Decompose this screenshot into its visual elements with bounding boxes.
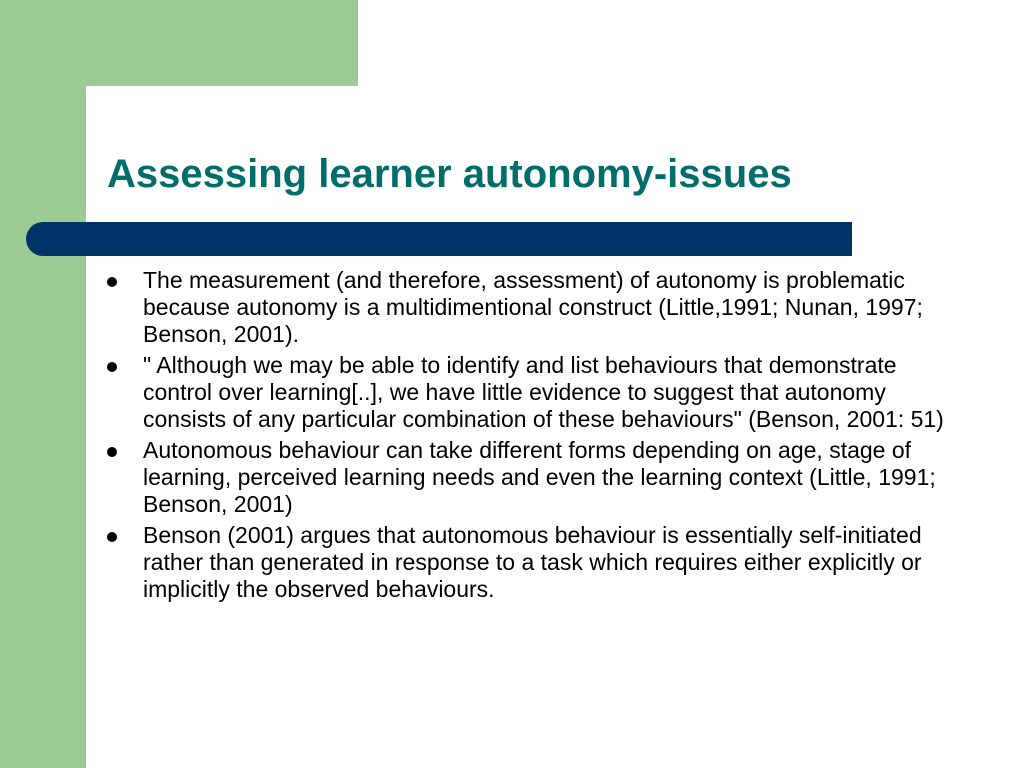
- slide-title: Assessing learner autonomy-issues: [107, 152, 792, 196]
- bullet-item: [104, 522, 954, 603]
- bullet-item: [104, 267, 954, 348]
- bullet-dot-icon: [107, 447, 117, 457]
- bullet-text: The measurement (and therefore, assessment) of autonomy is problematic because autonomy is a multidimentional construct (Little,1991; Nunan, 1997; Benson, 2001).: [143, 267, 923, 347]
- bullet-item: [104, 352, 954, 433]
- title-underline-bar: [26, 222, 852, 256]
- bullet-text: Autonomous behaviour can take different forms depending on age, stage of learning, perceived learning needs and even the learning context (Little, 1991; Benson, 2001): [143, 437, 936, 517]
- green-sidebar-decoration: [0, 0, 86, 768]
- bullet-text: Benson (2001) argues that autonomous behaviour is essentially self-initiated rather than generated in response to a task which requires either explicitly or implicitly the observed behaviours.: [143, 522, 922, 602]
- green-top-decoration: [0, 0, 358, 86]
- bullet-dot-icon: [107, 277, 117, 287]
- bullet-item: [104, 437, 954, 518]
- bullet-dot-icon: [107, 362, 117, 372]
- bullet-dot-icon: [107, 532, 117, 542]
- bullet-list: [104, 267, 954, 607]
- bullet-text: " Although we may be able to identify and list behaviours that demonstrate control over learning[..], we have little evidence to suggest that autonomy consists of any particular combination of these behaviours" (Benson, 2001: 51): [143, 352, 944, 432]
